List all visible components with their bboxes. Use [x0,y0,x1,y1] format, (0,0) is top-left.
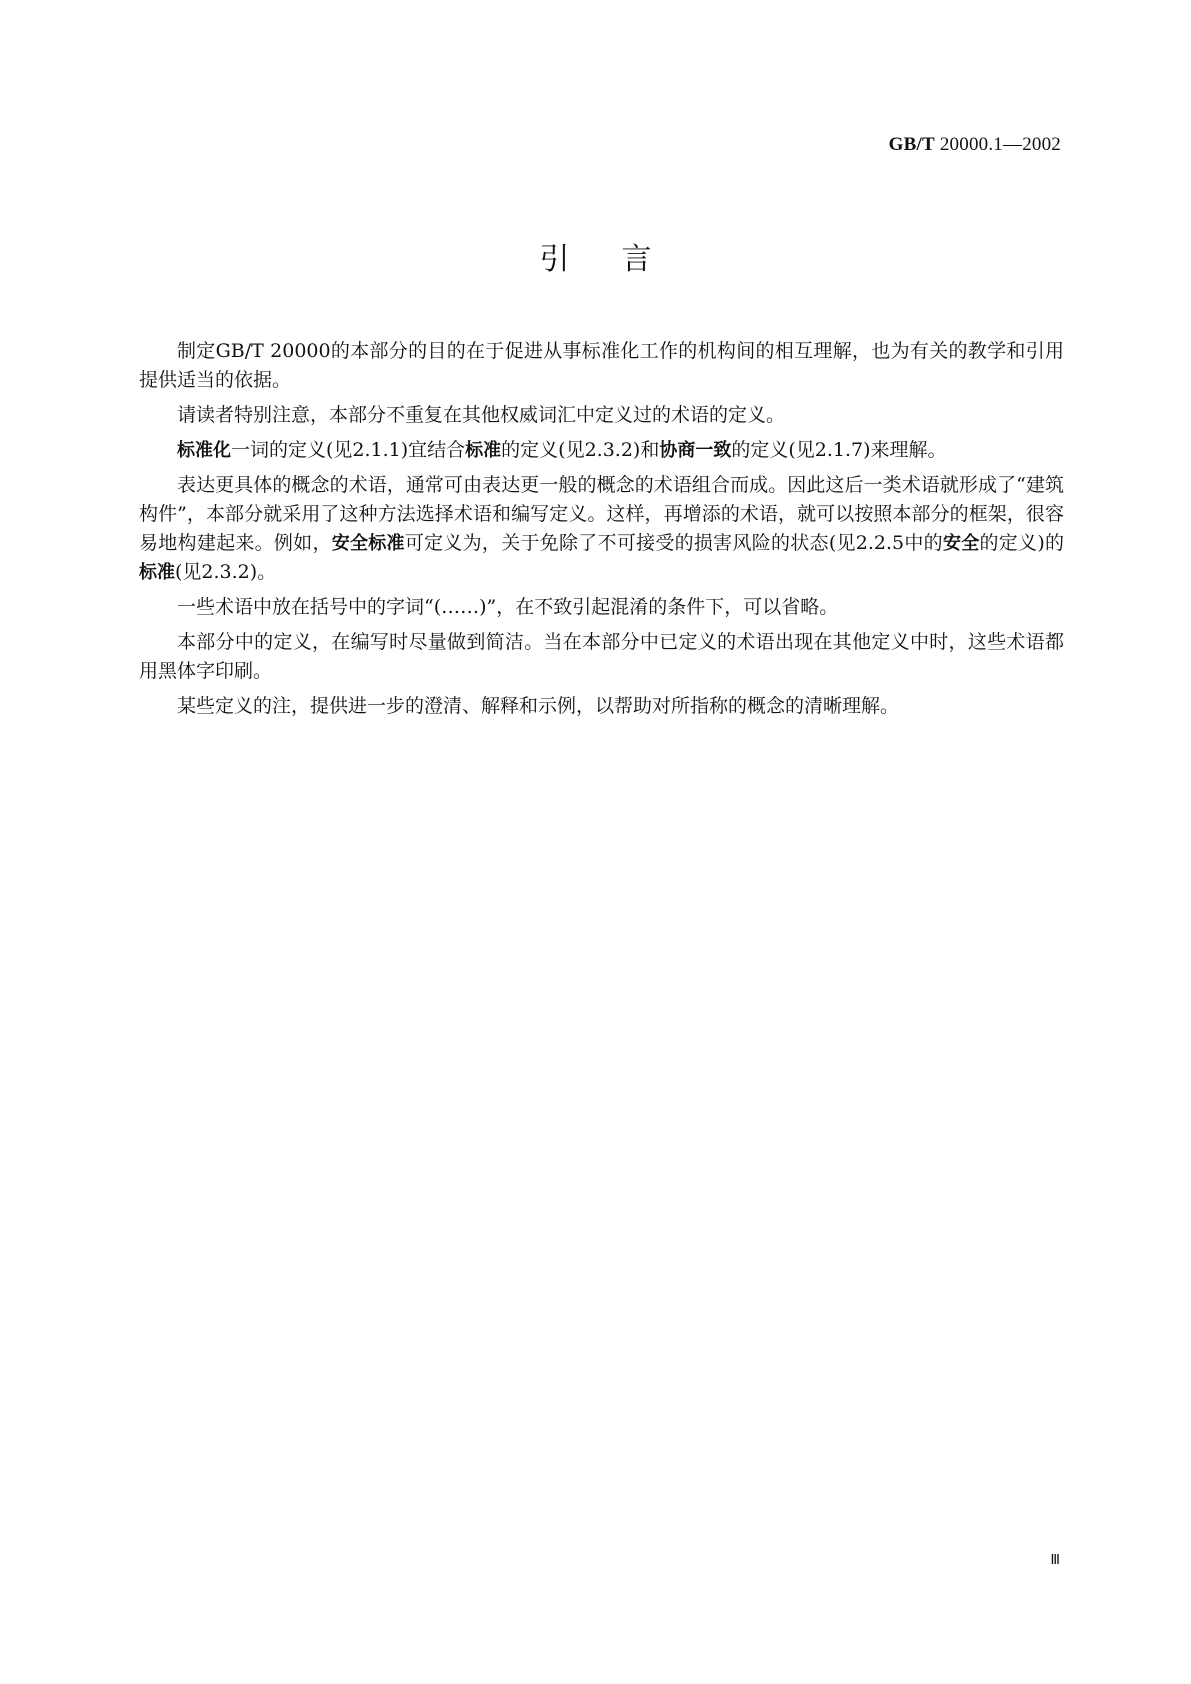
bold-term: 协商一致 [659,440,732,461]
paragraph [139,401,1064,430]
paragraph-text: 的定义)的 [979,532,1065,554]
bold-term: 安全 [942,533,980,554]
introduction-body [139,337,1064,727]
paragraph [139,337,1064,395]
standard-prefix: GB/T [888,134,935,155]
paragraph [139,692,1064,721]
page-title: 引言 [539,242,704,277]
paragraph-text: 请读者特别注意，本部分不重复在其他权威词汇中定义过的术语的定义。 [177,404,786,426]
paragraph [139,628,1064,686]
paragraph [139,593,1064,622]
paragraph [139,436,1064,465]
paragraph-text: 的定义(见2.1.7)来理解。 [731,439,947,461]
standard-code [889,134,1061,156]
paragraph-text: 可定义为，关于免除了不可接受的损害风险的状态(见2.2.5中的 [404,532,943,554]
bold-term: 标准 [465,440,502,461]
bold-term: 安全标准 [331,533,405,554]
paragraph-text: 表达更具体的概念的术语，通常可由表达更一般的概念的术语组合而成。因此这后一类术语就形成了“建筑构件”，本部分就采用了这种方法选择术语和编写定义。这样，再增添的术语，就可以按照本部分的框架，很容易地构建起来。例如， [139,474,1064,554]
paragraph-text: (见2.3.2)。 [175,561,277,583]
bold-term: 标准化 [177,440,231,461]
paragraph-text: 一词的定义(见2.1.1)宜结合 [231,439,466,461]
paragraph-text: 的定义(见2.3.2)和 [501,439,660,461]
standard-number: 20000.1—2002 [939,134,1061,155]
paragraph-text: 制定GB/T 20000的本部分的目的在于促进从事标准化工作的机构间的相互理解，也为有关的教学和引用提供适当的依据。 [139,340,1064,391]
paragraph-text: 本部分中的定义，在编写时尽量做到简洁。当在本部分中已定义的术语出现在其他定义中时，这些术语都用黑体字印刷。 [139,631,1064,682]
page-number: Ⅲ [1050,1553,1060,1568]
bold-term: 标准 [139,562,175,583]
paragraph [139,471,1064,587]
paragraph-text: 一些术语中放在括号中的字词“(……)”，在不致引起混淆的条件下，可以省略。 [177,596,839,618]
paragraph-text: 某些定义的注，提供进一步的澄清、解释和示例，以帮助对所指称的概念的清晰理解。 [177,695,900,717]
